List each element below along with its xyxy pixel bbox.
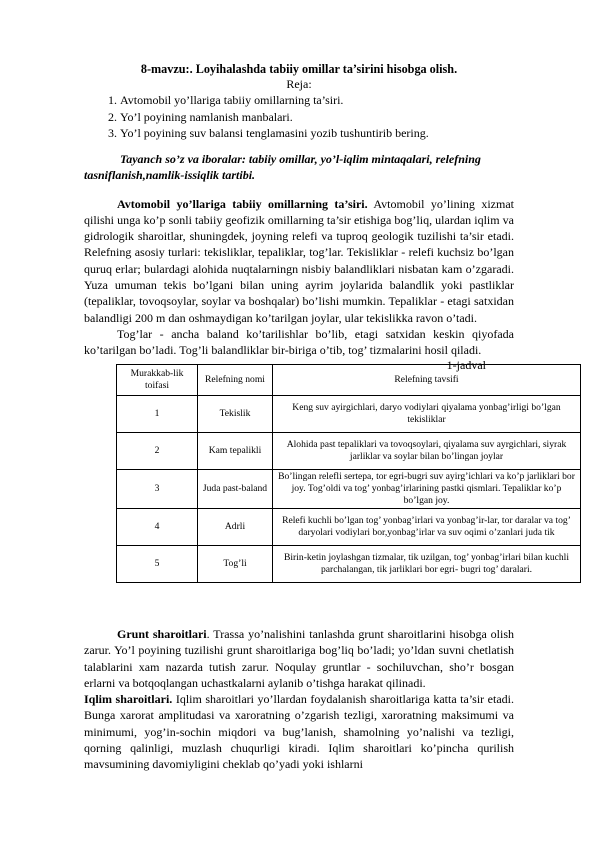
cell-description: Keng suv ayirgichlari, daryo vodiylari qiyalama yonbag’irligi bo’lgan tekisliklar: [273, 396, 581, 433]
plan-item: 3. Yo’l poyining suv balansi tenglamasini yozib tushuntirib bering.: [120, 125, 514, 142]
page-title: 8-mavzu:. Loyihalashda tabiiy omillar ta’sirini hisobga olish.: [140, 62, 458, 76]
plan-heading: Reja:: [286, 77, 312, 91]
section-grunt-text: . Trassa yo’nalishini tanlashda grunt sharoitlarini hisobga olish zarur. Yo’l poyining tuzilishi grunt sharoitlariga bog’liq bo’ladi; yo’ldan suvni chetlatish talablarini xam nazarda tutish zarur. Noqulay gruntlar - sochiluvchan, sho’r bosgan erlarni va botqoqlangan uchastkalarni aylanib o’tishga harakat qilinadi.: [84, 627, 515, 690]
table-row: [117, 433, 581, 470]
cell-description: Alohida past tepaliklari va tovoqsoylari, qiyalama suv ayrgichlari, siyrak jarliklar va soylar bilan bo’lingan joylar: [273, 433, 581, 470]
document-page-continued: [84, 626, 514, 773]
section-avtomobil-text: Avtomobil yo’lining xizmat qilishi unga ko’p sonli tabiiy geofizik omillarning ta’sir etishiga bog’liq, ulardan iqlim va gidrologik sharoitlar, shuningdek, joyning relefi va tuproq geologik tuzilishi ta’sir etadi. Relefning asosiy turlari: tekisliklar, tepaliklar, tog’lar. Tekisliklar - relefi kuchsiz bo’lgan quruq erlar; bulardagi alohida nuqtalarningn nisbiy balandliklari nisbatan kam o’zgaradi. Yuza umuman tekis bo’lgani bilan uning ayrim joylarida balandlik yoki pastliklar (tepaliklar, tovoqsoylar, soylar va boshqalar) bo’lishi mumkin. Tepaliklar - etagi satxidan balandligi 200 m dan oshmaydigan ko’tarilgan joylar, ular tekislikka ravon o’tadi.: [84, 196, 514, 325]
cell-complexity: 3: [117, 470, 198, 509]
cell-description: Birin-ketin joylashgan tizmalar, tik uzilgan, tog’ yonbag’irlari bilan kuchli parchalangan, tik jarliklari bor egri- bugri tog’ daralari.: [273, 546, 581, 583]
section-iqlim-text: Iqlim sharoitlari yo’llardan foydalanish sharoitlariga katta ta’sir etadi. Bunga xarorat amplitudasi va xaroratning o’zgarish tezligi, xaroratning maksimumi va minimumi, yog’in-sochin miqdori va bug’lanish, shamolning yo’nalishi va tezligi, qorning qalinligi, muzlash chuqurligi kiradi. Iqlim sharoitlari ko’pincha qurilish mavsumining davomiyligini cheklab qo’yadi yoki ishlarni: [84, 692, 514, 772]
cell-name: Juda past-baland: [198, 470, 273, 509]
cell-description: Bo’lingan relefli sertepa, tor egri-bugri suv ayirg’ichlari va ko’p jarliklari bor joy. Tog’oldi va tog’ yonbag’irlarining pastki qismlari. Tepaliklar ko’p bo’lgan joy.: [273, 470, 581, 509]
section-iqlim-paragraph: [84, 691, 514, 772]
section-toglar-paragraph: Tog’lar - ancha baland ko’tarilishlar bo’lib, etagi satxidan keskin qiyofada ko’tarilgan bo’ladi. Tog’li balandliklar bir-biriga o’tib, tog’ tizmalarini hosil qiladi.: [84, 326, 514, 358]
keywords-paragraph: Tayanch so’z va iboralar: tabiiy omillar, yo’l-iqlim mintaqalari, relefning tasniflanish,namlik-issiqlik tartibi.: [84, 151, 481, 182]
plan-item: 2. Yo’l poyining namlanish manbalari.: [120, 109, 514, 126]
relief-table: [116, 364, 581, 583]
section-grunt-paragraph: [84, 626, 514, 691]
cell-complexity: 1: [117, 396, 198, 433]
plan-list: [84, 92, 514, 142]
header-cell-description: Relefning tavsifi: [273, 365, 581, 396]
table-header-row: [117, 365, 581, 396]
table-row: [117, 396, 581, 433]
table-row: [117, 546, 581, 583]
header-cell-complexity: Murakkab-lik toifasi: [117, 365, 198, 396]
section-avtomobil-heading: Avtomobil yo’llariga tabiiy omillarning ta’siri.: [117, 196, 368, 211]
section-grunt-heading: Grunt sharoitlari: [117, 627, 207, 641]
header-cell-name: Relefning nomi: [198, 365, 273, 396]
cell-complexity: 5: [117, 546, 198, 583]
table-row: [117, 509, 581, 546]
document-page: [84, 62, 514, 372]
cell-name: Tog’li: [198, 546, 273, 583]
section-iqlim-heading: Iqlim sharoitlari.: [84, 692, 173, 707]
cell-description: Relefi kuchli bo’lgan tog’ yonbag’irlari va yonbag’ir-lar, tor daralar va tog’ daryolari vodiylari bor,yonbag’irlar va suv oqimi o’zanlari juda tik: [273, 509, 581, 546]
table-caption: 1-jadval: [446, 358, 486, 373]
table-row: [117, 470, 581, 509]
cell-complexity: 2: [117, 433, 198, 470]
plan-item: 1. Avtomobil yo’llariga tabiiy omillarning ta’siri.: [120, 92, 514, 109]
section-avtomobil-paragraph: [84, 196, 514, 326]
cell-name: Kam tepalikli: [198, 433, 273, 470]
cell-name: Tekislik: [198, 396, 273, 433]
cell-complexity: 4: [117, 509, 198, 546]
cell-name: Adrli: [198, 509, 273, 546]
